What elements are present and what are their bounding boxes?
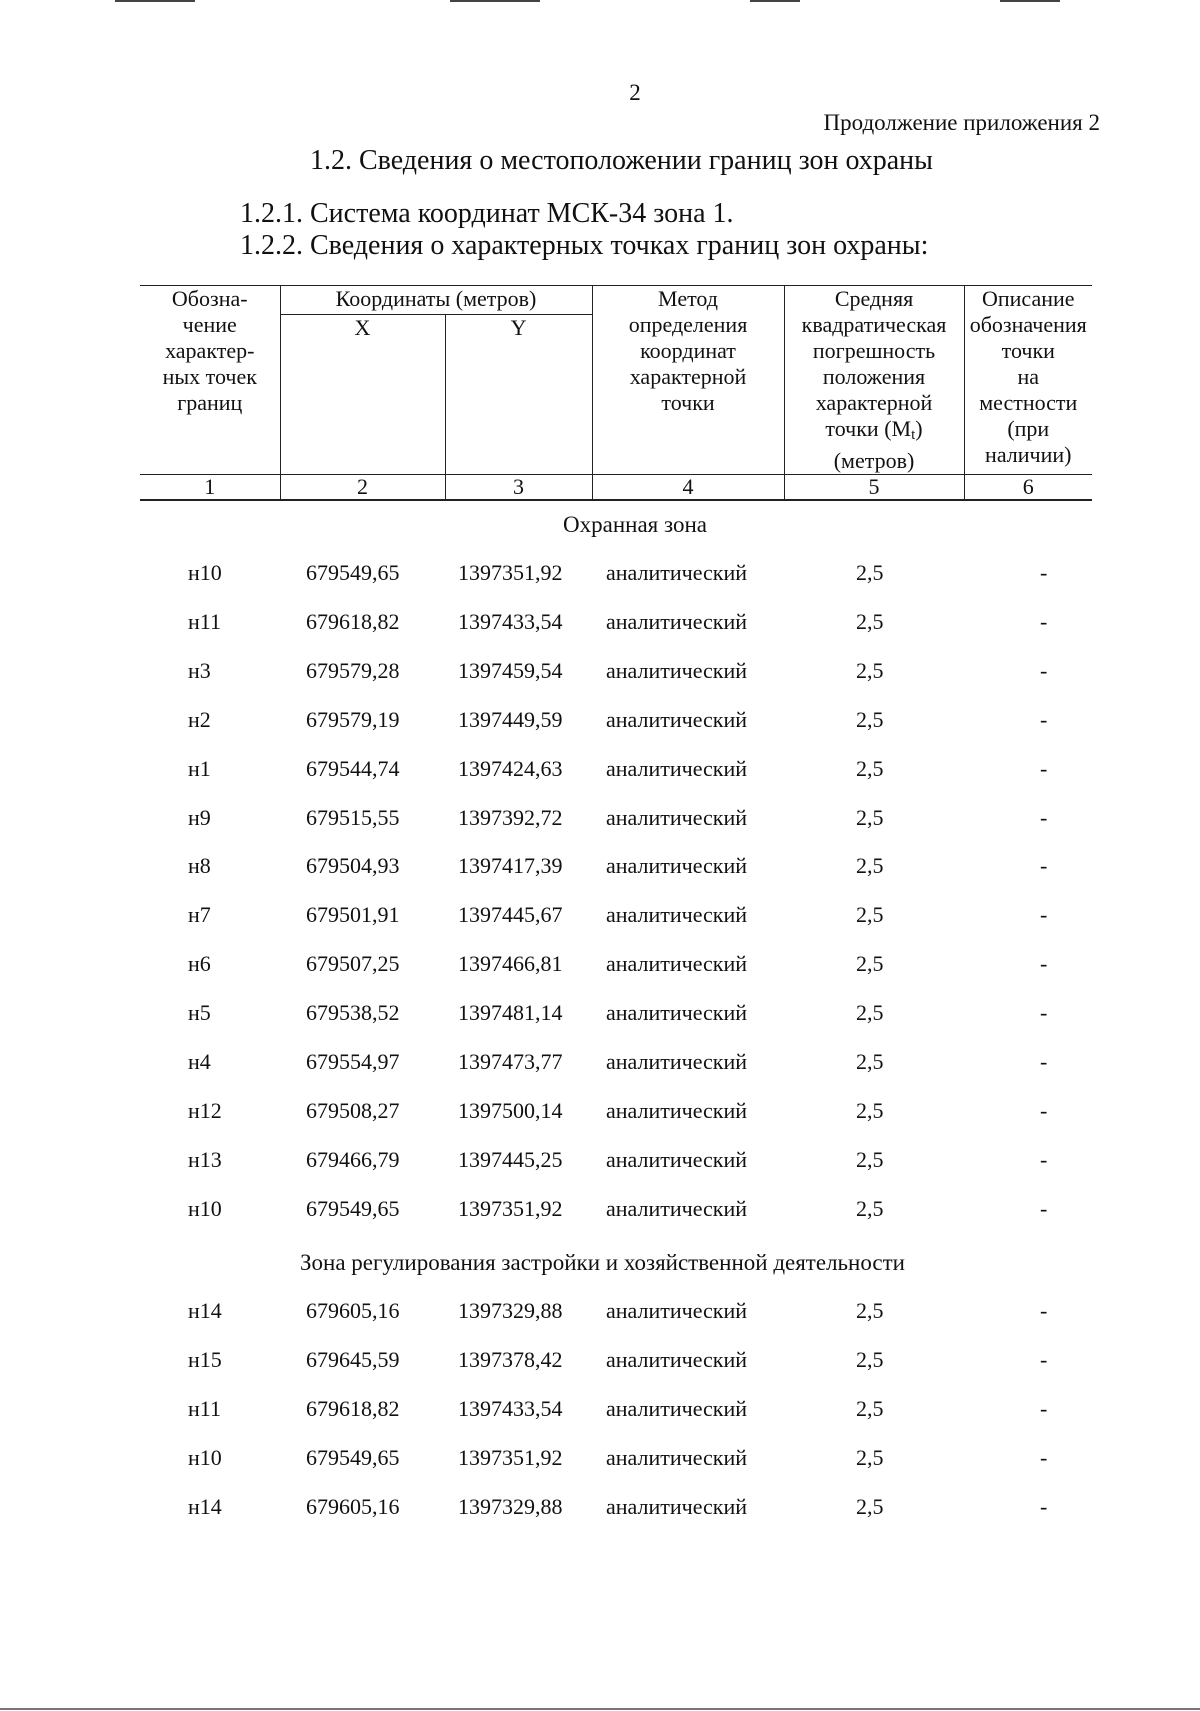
coord-x: 679645,59 xyxy=(306,1346,400,1372)
table-header xyxy=(140,285,1092,501)
coord-x: 679544,74 xyxy=(306,755,400,781)
mean-error: 2,5 xyxy=(856,1395,884,1421)
table-row xyxy=(0,1347,1200,1387)
point-name: н15 xyxy=(188,1346,222,1372)
description: - xyxy=(1040,951,1048,977)
table-row xyxy=(0,1000,1200,1040)
coord-x: 679507,25 xyxy=(306,951,400,977)
header-x: X xyxy=(280,314,445,474)
coord-x: 679515,55 xyxy=(306,804,400,830)
mean-error: 2,5 xyxy=(856,1346,884,1372)
description: - xyxy=(1040,1298,1048,1323)
table-row xyxy=(0,1494,1200,1534)
method: аналитический xyxy=(606,1097,748,1123)
mean-error: 2,5 xyxy=(856,1146,884,1172)
method: аналитический xyxy=(606,902,748,928)
column-number: 3 xyxy=(445,475,592,501)
method: аналитический xyxy=(606,1298,748,1323)
coord-x: 679605,16 xyxy=(306,1493,400,1519)
coord-x: 679508,27 xyxy=(306,1097,400,1123)
coord-y: 1397424,63 xyxy=(458,755,563,781)
description: - xyxy=(1040,1444,1048,1470)
point-name: н4 xyxy=(188,1049,211,1074)
table-row xyxy=(0,951,1200,991)
table-row xyxy=(0,1196,1200,1236)
coord-y: 1397433,54 xyxy=(458,608,563,634)
column-number: 5 xyxy=(784,475,964,501)
coord-y: 1397449,59 xyxy=(458,706,563,732)
point-name: н1 xyxy=(188,755,211,781)
subsection-points-info: 1.2.2. Сведения о характерных точках границ зон охраны: xyxy=(240,230,929,261)
table-row xyxy=(0,902,1200,942)
table-row xyxy=(0,1445,1200,1485)
method: аналитический xyxy=(606,1493,748,1519)
table-row xyxy=(0,1147,1200,1187)
zone-title-protection: Охранная зона xyxy=(563,512,707,537)
mean-error: 2,5 xyxy=(856,657,884,683)
method: аналитический xyxy=(606,1195,748,1221)
method: аналитический xyxy=(606,1346,748,1372)
mean-error: 2,5 xyxy=(856,706,884,732)
mean-error: 2,5 xyxy=(856,1000,884,1026)
coord-x: 679618,82 xyxy=(306,1395,400,1421)
description: - xyxy=(1040,755,1048,781)
table-row xyxy=(0,805,1200,845)
point-name: н12 xyxy=(188,1097,222,1123)
header-error: Средняя квадратическая погрешность положения характерной точки $(M_t)$ (метров) xyxy=(784,286,964,475)
section-title: 1.2. Сведения о местоположении границ зон охраны xyxy=(310,145,933,176)
coord-y: 1397481,14 xyxy=(458,1000,563,1026)
point-name: н9 xyxy=(188,804,211,830)
method: аналитический xyxy=(606,1049,748,1074)
scan-artifact xyxy=(0,1708,1200,1710)
mean-error: 2,5 xyxy=(856,1049,884,1074)
method: аналитический xyxy=(606,755,748,781)
method: аналитический xyxy=(606,560,748,585)
description: - xyxy=(1040,706,1048,732)
coord-y: 1397329,88 xyxy=(458,1298,563,1323)
table-row xyxy=(0,853,1200,893)
mean-error: 2,5 xyxy=(856,1493,884,1519)
coord-y: 1397351,92 xyxy=(458,1444,563,1470)
description: - xyxy=(1040,853,1048,879)
table-row xyxy=(0,756,1200,796)
description: - xyxy=(1040,1195,1048,1221)
header-description: Описание обозначения точки на местности (при наличии) xyxy=(964,286,1092,475)
scan-artifact xyxy=(1000,0,1060,2)
table-row xyxy=(0,609,1200,649)
coord-x: 679618,82 xyxy=(306,608,400,634)
description: - xyxy=(1040,657,1048,683)
table-row xyxy=(0,1049,1200,1089)
method: аналитический xyxy=(606,1146,748,1172)
coord-x: 679538,52 xyxy=(306,1000,400,1026)
coord-x: 679605,16 xyxy=(306,1298,400,1323)
coord-y: 1397445,25 xyxy=(458,1146,563,1172)
coord-x: 679501,91 xyxy=(306,902,400,928)
description: - xyxy=(1040,902,1048,928)
mean-error: 2,5 xyxy=(856,1444,884,1470)
appendix-note: Продолжение приложения 2 xyxy=(823,110,1100,135)
mean-error: 2,5 xyxy=(856,804,884,830)
coord-y: 1397351,92 xyxy=(458,560,563,585)
point-name: н10 xyxy=(188,1444,222,1470)
coord-x: 679549,65 xyxy=(306,1444,400,1470)
coord-x: 679549,65 xyxy=(306,560,400,585)
method: аналитический xyxy=(606,853,748,879)
description: - xyxy=(1040,1049,1048,1074)
description: - xyxy=(1040,1000,1048,1026)
coord-y: 1397378,42 xyxy=(458,1346,563,1372)
point-name: н5 xyxy=(188,1000,211,1026)
column-number: 6 xyxy=(964,475,1092,501)
point-name: н10 xyxy=(188,1195,222,1221)
method: аналитический xyxy=(606,804,748,830)
table-row xyxy=(0,1098,1200,1138)
method: аналитический xyxy=(606,608,748,634)
coord-y: 1397433,54 xyxy=(458,1395,563,1421)
method: аналитический xyxy=(606,1000,748,1026)
method: аналитический xyxy=(606,1395,748,1421)
point-name: н7 xyxy=(188,902,211,928)
mean-error: 2,5 xyxy=(856,608,884,634)
description: - xyxy=(1040,804,1048,830)
point-name: н8 xyxy=(188,853,211,879)
coord-x: 679579,28 xyxy=(306,657,400,683)
method: аналитический xyxy=(606,951,748,977)
mean-error: 2,5 xyxy=(856,560,884,585)
subsection-coordinate-system: 1.2.1. Система координат МСК-34 зона 1. xyxy=(240,198,734,229)
mean-error: 2,5 xyxy=(856,1298,884,1323)
table-row xyxy=(0,707,1200,747)
point-name: н11 xyxy=(188,1395,221,1421)
table-row xyxy=(0,1396,1200,1436)
column-number: 2 xyxy=(280,475,445,501)
coord-y: 1397329,88 xyxy=(458,1493,563,1519)
description: - xyxy=(1040,1146,1048,1172)
header-coordinates: Координаты (метров) xyxy=(280,286,592,315)
description: - xyxy=(1040,560,1048,585)
coord-x: 679549,65 xyxy=(306,1195,400,1221)
method: аналитический xyxy=(606,1444,748,1470)
coord-y: 1397445,67 xyxy=(458,902,563,928)
description: - xyxy=(1040,1346,1048,1372)
mean-error: 2,5 xyxy=(856,853,884,879)
mean-error: 2,5 xyxy=(856,1097,884,1123)
table-row xyxy=(0,658,1200,698)
column-number: 1 xyxy=(140,475,280,501)
coord-y: 1397351,92 xyxy=(458,1195,563,1221)
mean-error: 2,5 xyxy=(856,951,884,977)
scan-artifact xyxy=(115,0,195,2)
table-row xyxy=(0,560,1200,600)
column-number: 4 xyxy=(592,475,784,501)
point-name: н14 xyxy=(188,1298,222,1323)
method: аналитический xyxy=(606,706,748,732)
header-y: Y xyxy=(445,314,592,474)
coord-x: 679554,97 xyxy=(306,1049,400,1074)
description: - xyxy=(1040,1395,1048,1421)
point-name: н3 xyxy=(188,657,211,683)
scan-artifact xyxy=(750,0,800,2)
coord-x: 679579,19 xyxy=(306,706,400,732)
mean-error: 2,5 xyxy=(856,755,884,781)
point-name: н11 xyxy=(188,608,221,634)
mean-error: 2,5 xyxy=(856,902,884,928)
zone-title-regulation: Зона регулирования застройки и хозяйственной деятельности xyxy=(300,1250,905,1275)
method: аналитический xyxy=(606,657,748,683)
header-point: Обозна- чение характер- ных точек границ xyxy=(140,286,280,475)
page-number: 2 xyxy=(629,80,641,105)
coord-y: 1397459,54 xyxy=(458,657,563,683)
table-row xyxy=(0,1298,1200,1338)
point-name: н14 xyxy=(188,1493,222,1519)
coord-y: 1397466,81 xyxy=(458,951,563,977)
coord-y: 1397473,77 xyxy=(458,1049,563,1074)
scan-artifact xyxy=(450,0,540,2)
description: - xyxy=(1040,1493,1048,1519)
description: - xyxy=(1040,1097,1048,1123)
description: - xyxy=(1040,608,1048,634)
point-name: н10 xyxy=(188,560,222,585)
header-method: Метод определения координат характерной точки xyxy=(592,286,784,475)
point-name: н6 xyxy=(188,951,211,977)
point-name: н2 xyxy=(188,706,211,732)
point-name: н13 xyxy=(188,1146,222,1172)
coord-y: 1397500,14 xyxy=(458,1097,563,1123)
coord-x: 679504,93 xyxy=(306,853,400,879)
coord-y: 1397417,39 xyxy=(458,853,563,879)
coord-y: 1397392,72 xyxy=(458,804,563,830)
mean-error: 2,5 xyxy=(856,1195,884,1221)
coord-x: 679466,79 xyxy=(306,1146,400,1172)
